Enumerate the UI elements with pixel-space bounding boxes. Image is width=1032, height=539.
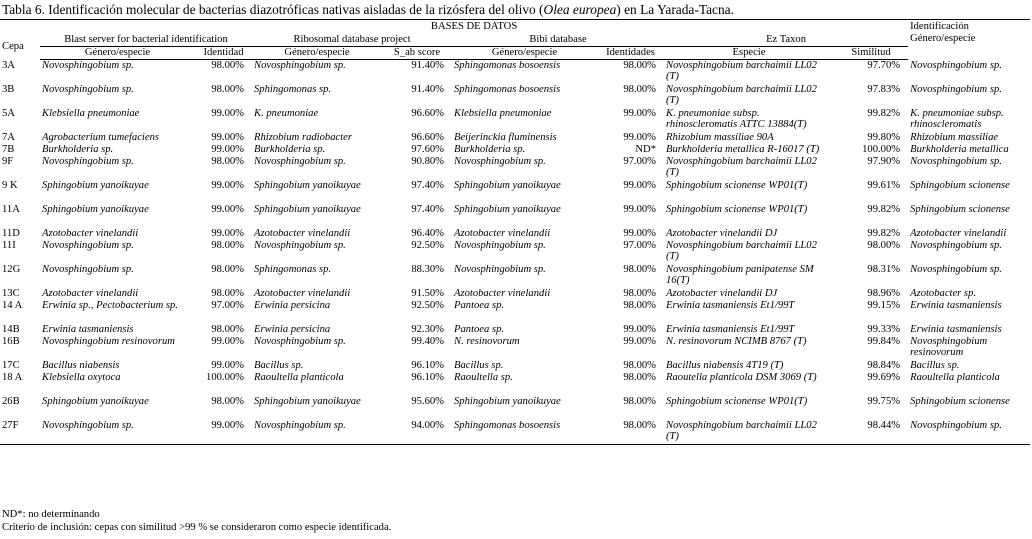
rdp-score-cell: 92.30% (411, 324, 444, 335)
table-row (0, 324, 1030, 336)
bibi-identity-cell: 99.00% (623, 204, 656, 215)
bibi-species-cell: Pantoea sp. (454, 324, 505, 335)
ez-species-cell: Burkholderia metallica R-16017 (T) (666, 144, 820, 155)
ez-species-cell: Novosphingobium barchaimii LL02 (T) (666, 240, 817, 262)
rdp-species-cell: Sphingomonas sp. (254, 264, 332, 275)
rdp-species-cell: Sphingomonas sp. (254, 84, 332, 95)
cepa-cell: 11A (2, 204, 20, 215)
header-bibi-identidades: Identidades (597, 47, 664, 60)
blast-identity-cell: 98.00% (211, 264, 244, 275)
final-identification-cell: Rhizobium massiliae (910, 132, 999, 143)
rdp-score-cell: 92.50% (411, 300, 444, 311)
cepa-cell: 26B (2, 396, 20, 407)
ez-similarity-cell: 99.80% (867, 132, 901, 143)
rdp-species-cell: Sphingobium yanoikuyae (254, 180, 361, 191)
table-row (0, 264, 1030, 288)
ez-species-cell: Novosphingobium barchaimii LL02 (T) (666, 156, 817, 178)
rdp-species-cell: Azotobacter vinelandii (254, 288, 351, 299)
blast-identity-cell: 98.00% (211, 84, 244, 95)
final-identification-cell: Novosphingobium resinovorum (910, 336, 988, 358)
blast-species-cell: Erwinia tasmaniensis (42, 324, 134, 335)
bibi-species-cell: Sphingobium yanoikuyae (454, 180, 561, 191)
ez-species-cell: Sphingobium scionense WP01(T) (666, 396, 808, 407)
blast-identity-cell: 98.00% (211, 324, 244, 335)
final-identification-cell: Erwinia tasmaniensis (910, 300, 1002, 311)
bibi-identity-cell: 99.00% (623, 132, 656, 143)
bibi-identity-cell: 98.00% (623, 264, 656, 275)
bibi-species-cell: Burkholderia sp. (454, 144, 526, 155)
rdp-species-cell: Burkholderia sp. (254, 144, 326, 155)
final-identification-cell: Novosphingobium sp. (910, 156, 1002, 167)
blast-species-cell: Bacillus niabensis (42, 360, 120, 371)
ez-similarity-cell: 97.83% (867, 84, 901, 95)
bibi-identity-cell: 99.00% (623, 108, 656, 119)
rdp-species-cell: Erwinia persicina (254, 324, 331, 335)
ez-species-cell: N. resinovorum NCIMB 8767 (T) (666, 336, 807, 347)
bibi-identity-cell: 98.00% (623, 372, 656, 383)
bibi-identity-cell: ND* (635, 144, 656, 155)
ez-similarity-cell: 99.75% (867, 396, 901, 407)
caption-species: Olea europea (543, 2, 617, 17)
rdp-species-cell: Novosphingobium sp. (254, 156, 346, 167)
table-row (0, 372, 1030, 396)
final-identification-cell: Sphingobium scionense (910, 204, 1010, 215)
ez-similarity-cell: 98.84% (867, 360, 901, 371)
rdp-species-cell: Novosphingobium sp. (254, 60, 346, 71)
blast-identity-cell: 99.00% (211, 180, 244, 191)
identification-table (0, 19, 1030, 445)
bibi-species-cell: N. resinovorum (454, 336, 520, 347)
table-row (0, 204, 1030, 228)
blast-identity-cell: 99.00% (211, 228, 244, 239)
rdp-score-cell: 96.40% (411, 228, 444, 239)
blast-species-cell: Sphingobium yanoikuyae (42, 180, 149, 191)
rdp-score-cell: 97.40% (411, 180, 444, 191)
header-rdp-score: S_ab score (382, 47, 452, 60)
table-row (0, 180, 1030, 204)
bibi-identity-cell: 99.00% (623, 324, 656, 335)
final-identification-cell: K. pneumoniae subsp. rhinoscleromatis (910, 108, 1004, 130)
bibi-identity-cell: 98.00% (623, 60, 656, 71)
rdp-species-cell: K. pneumoniae (254, 108, 319, 119)
rdp-score-cell: 97.60% (411, 144, 444, 155)
rdp-species-cell: Raoultella planticola (254, 372, 344, 383)
blast-identity-cell: 99.00% (211, 132, 244, 143)
ez-similarity-cell: 97.70% (867, 60, 901, 71)
cepa-cell: 11D (2, 228, 20, 239)
rdp-species-cell: Rhizobium radiobacter (254, 132, 352, 143)
table-row (0, 300, 1030, 324)
final-identification-cell: Azotobacter vinelandii (910, 228, 1007, 239)
ez-similarity-cell: 97.90% (867, 156, 901, 167)
blast-identity-cell: 97.00% (211, 300, 244, 311)
final-identification-cell: Sphingobium scionense (910, 180, 1010, 191)
bibi-species-cell: Sphingomonas bosoensis (454, 84, 561, 95)
table-caption (2, 0, 1030, 19)
ez-species-cell: Erwinia tasmaniensis Et1/99T (666, 324, 795, 335)
caption-prefix: Tabla 6. Identificación molecular de bacterias diazotróficas nativas aisladas de la rizósfera del olivo ( (2, 2, 544, 17)
rdp-score-cell: 91.50% (411, 288, 444, 299)
blast-identity-cell: 98.00% (211, 396, 244, 407)
bibi-species-cell: Sphingomonas bosoensis (452, 420, 597, 445)
header-blast-identidad: Identidad (195, 47, 252, 60)
rdp-score-cell: 91.40% (411, 60, 444, 71)
blast-identity-cell: 99.00% (211, 336, 244, 347)
header-bibi: Bibi database (452, 34, 664, 47)
blast-identity-cell: 99.00% (211, 144, 244, 155)
final-identification-cell: Novosphingobium sp. (910, 84, 1002, 95)
cepa-cell: 14 A (2, 300, 23, 311)
table-row (0, 336, 1030, 360)
cepa-cell: 9 K (2, 180, 18, 191)
final-identification-cell: Novosphingobium sp. (910, 59, 1002, 71)
table-body (0, 60, 1030, 445)
final-identification-cell: Novosphingobium sp. (910, 240, 1002, 251)
rdp-species-cell: Sphingobium yanoikuyae (254, 204, 361, 215)
ez-similarity-cell: 99.33% (867, 324, 901, 335)
cepa-cell: 12G (2, 264, 21, 275)
cepa-cell: 11I (2, 240, 16, 251)
table-row (0, 156, 1030, 180)
header-rdp: Ribosomal database project (252, 34, 452, 47)
blast-identity-cell: 98.00% (211, 288, 244, 299)
header-bases-de-datos: BASES DE DATOS (40, 20, 908, 35)
table-row (0, 360, 1030, 372)
blast-identity-cell: 99.00% (211, 360, 244, 371)
blast-species-cell: Novosphingobium resinovorum (42, 336, 175, 347)
ez-similarity-cell: 100.00% (862, 144, 901, 155)
rdp-score-cell: 91.40% (411, 84, 444, 95)
cepa-cell: 5A (2, 108, 15, 119)
table-row (0, 108, 1030, 132)
bibi-identity-cell: 98.00% (597, 420, 664, 445)
cepa-cell: 7B (2, 144, 15, 155)
header-eztaxon: Ez Taxon (664, 34, 908, 47)
blast-identity-cell: 98.00% (211, 60, 244, 71)
blast-species-cell: Novosphingobium sp. (42, 156, 134, 167)
blast-species-cell: Novosphingobium sp. (42, 264, 134, 275)
footnote-nd: ND*: no determinando (2, 509, 100, 520)
bibi-species-cell: Sphingobium yanoikuyae (454, 204, 561, 215)
ez-similarity-cell: 99.82% (867, 228, 901, 239)
bibi-identity-cell: 98.00% (623, 360, 656, 371)
cepa-cell: 18 A (2, 372, 23, 383)
final-identification-cell: Sphingobium scionense (910, 396, 1010, 407)
rdp-species-cell: Novosphingobium sp. (252, 420, 382, 445)
cepa-cell: 14B (2, 324, 20, 335)
ez-similarity-cell: 98.00% (867, 240, 901, 251)
rdp-species-cell: Bacillus sp. (254, 360, 304, 371)
blast-species-cell: Sphingobium yanoikuyae (42, 204, 149, 215)
cepa-cell: 16B (2, 336, 20, 347)
header-blast-genero: Género/especie (40, 47, 195, 60)
final-identification-cell: Erwinia tasmaniensis (910, 324, 1002, 335)
final-identification-cell: Raoultella planticola (910, 372, 1000, 383)
bibi-identity-cell: 98.00% (623, 288, 656, 299)
header-ez-similitud: Similitud (834, 47, 908, 60)
ez-similarity-cell: 99.15% (867, 300, 901, 311)
blast-species-cell: Sphingobium yanoikuyae (42, 396, 149, 407)
ez-similarity-cell: 99.69% (867, 372, 901, 383)
bibi-identity-cell: 97.00% (623, 240, 656, 251)
table-row (0, 228, 1030, 240)
ez-species-cell: Azotobacter vinelandii DJ (666, 288, 778, 299)
rdp-score-cell: 97.40% (411, 204, 444, 215)
blast-species-cell: Azotobacter vinelandii (42, 288, 139, 299)
bibi-species-cell: Novosphingobium sp. (454, 240, 546, 251)
blast-identity-cell: 98.00% (211, 240, 244, 251)
ez-species-cell: Raoutella planticola DSM 3069 (T) (666, 372, 817, 383)
table-row (0, 240, 1030, 264)
ez-species-cell: Rhizobium massiliae 90A (666, 132, 774, 143)
final-identification-cell: Novosphingobium sp. (910, 264, 1002, 275)
bibi-species-cell: Azotobacter vinelandii (454, 228, 551, 239)
ez-species-cell: Novosphingobium panipatense SM 16(T) (666, 264, 814, 286)
bibi-species-cell: Bacillus sp. (454, 360, 504, 371)
final-identification-cell: Burkholderia metallica (910, 144, 1009, 155)
rdp-score-cell: 99.40% (411, 336, 444, 347)
rdp-score-cell: 92.50% (411, 240, 444, 251)
bibi-identity-cell: 98.00% (623, 396, 656, 407)
cepa-cell: 17C (2, 360, 20, 371)
table-row (0, 396, 1030, 420)
header-bibi-genero: Género/especie (452, 47, 597, 60)
ez-species-cell: Erwinia tasmaniensis Et1/99T (666, 300, 795, 311)
cepa-cell: 3B (2, 84, 15, 95)
rdp-species-cell: Azotobacter vinelandii (254, 228, 351, 239)
bibi-species-cell: Azotobacter vinelandii (454, 288, 551, 299)
cepa-cell: 3A (2, 59, 15, 71)
blast-species-cell: Erwinia sp., Pectobacterium sp. (42, 300, 178, 311)
ez-species-cell: Bacillus niabensis 4T19 (T) (666, 360, 784, 371)
bibi-species-cell: Novosphingobium sp. (454, 156, 546, 167)
header-ez-especie: Especie (664, 47, 834, 60)
bibi-identity-cell: 97.00% (623, 156, 656, 167)
rdp-score-cell: 96.60% (411, 132, 444, 143)
blast-identity-cell: 99.00% (211, 108, 244, 119)
blast-species-cell: Klebsiella pneumoniae (42, 108, 140, 119)
rdp-species-cell: Sphingobium yanoikuyae (254, 396, 361, 407)
bibi-species-cell: Sphingomonas bosoensis (454, 60, 561, 71)
bibi-identity-cell: 99.00% (623, 180, 656, 191)
bibi-identity-cell: 98.00% (623, 84, 656, 95)
rdp-species-cell: Erwinia persicina (254, 300, 331, 311)
header-blast: Blast server for bacterial identification (40, 34, 252, 47)
ez-species-cell: Sphingobium scionense WP01(T) (666, 180, 808, 191)
rdp-score-cell: 95.60% (411, 396, 444, 407)
cepa-cell: 27F (0, 420, 40, 445)
bibi-species-cell: Sphingobium yanoikuyae (454, 396, 561, 407)
final-identification-cell: Azotobacter sp. (910, 288, 977, 299)
ez-similarity-cell: 98.44% (834, 420, 908, 445)
rdp-score-cell: 96.60% (411, 108, 444, 119)
final-identification-cell: Bacillus sp. (910, 360, 960, 371)
footnote-criterio: Criterio de inclusión: cepas con similitud >99 % se consideraron como especie identificada. (2, 522, 392, 533)
table-row (0, 420, 1030, 445)
table-row (0, 60, 1030, 85)
bibi-identity-cell: 99.00% (623, 336, 656, 347)
cepa-cell: 13C (2, 288, 20, 299)
bibi-identity-cell: 99.00% (623, 228, 656, 239)
ez-similarity-cell: 99.82% (867, 108, 901, 119)
ez-species-cell: Azotobacter vinelandii DJ (666, 228, 778, 239)
bibi-species-cell: Novosphingobium sp. (454, 264, 546, 275)
blast-identity-cell: 99.00% (211, 204, 244, 215)
blast-species-cell: Azotobacter vinelandii (42, 228, 139, 239)
ez-similarity-cell: 99.82% (867, 204, 901, 215)
rdp-species-cell: Novosphingobium sp. (254, 336, 346, 347)
ez-similarity-cell: 98.96% (867, 288, 901, 299)
blast-identity-cell: 98.00% (211, 156, 244, 167)
blast-identity-cell: 100.00% (206, 372, 244, 383)
header-cepa: Cepa (0, 20, 40, 60)
header-identificacion: Identificación Género/especie (908, 20, 1030, 60)
ez-similarity-cell: 99.84% (867, 336, 901, 347)
blast-species-cell: Novosphingobium sp. (40, 420, 195, 445)
table-row (0, 84, 1030, 108)
rdp-species-cell: Novosphingobium sp. (254, 240, 346, 251)
ez-similarity-cell: 99.61% (867, 180, 901, 191)
rdp-score-cell: 96.10% (411, 372, 444, 383)
cepa-cell: 7A (2, 132, 15, 143)
header-rdp-genero: Género/especie (252, 47, 382, 60)
ez-species-cell: Novosphingobium barchaimii LL02 (T) (664, 420, 834, 445)
final-identification-cell: Novosphingobium sp. (908, 420, 1030, 445)
rdp-score-cell: 90.80% (411, 156, 444, 167)
rdp-score-cell: 94.00% (382, 420, 452, 445)
cepa-cell: 9F (2, 156, 14, 167)
bibi-identity-cell: 98.00% (623, 300, 656, 311)
bibi-species-cell: Klebsiella pneumoniae (454, 108, 552, 119)
ez-species-cell: Novosphingobium barchaimii LL02 (T) (666, 60, 817, 82)
ez-species-cell: K. pneumoniae subsp. rhinoscleromatis ATTC 13884(T) (666, 108, 807, 130)
ez-species-cell: Novosphingobium barchaimii LL02 (T) (666, 84, 817, 106)
blast-species-cell: Novosphingobium sp. (42, 60, 134, 71)
table-row (0, 144, 1030, 156)
table-row (0, 288, 1030, 300)
blast-species-cell: Burkholderia sp. (42, 144, 114, 155)
bibi-species-cell: Beijerinckia fluminensis (454, 132, 557, 143)
caption-suffix: ) en La Yarada-Tacna. (616, 2, 734, 17)
blast-identity-cell: 99.00% (195, 420, 252, 445)
ez-similarity-cell: 98.31% (867, 264, 901, 275)
rdp-score-cell: 96.10% (411, 360, 444, 371)
ez-species-cell: Sphingobium scionense WP01(T) (666, 204, 808, 215)
table-row (0, 132, 1030, 144)
blast-species-cell: Novosphingobium sp. (42, 240, 134, 251)
bibi-species-cell: Pantoea sp. (454, 300, 505, 311)
bibi-species-cell: Raoultella sp. (454, 372, 513, 383)
blast-species-cell: Agrobacterium tumefaciens (42, 132, 159, 143)
blast-species-cell: Novosphingobium sp. (42, 84, 134, 95)
rdp-score-cell: 88.30% (411, 264, 444, 275)
blast-species-cell: Klebsiella oxytoca (42, 372, 121, 383)
